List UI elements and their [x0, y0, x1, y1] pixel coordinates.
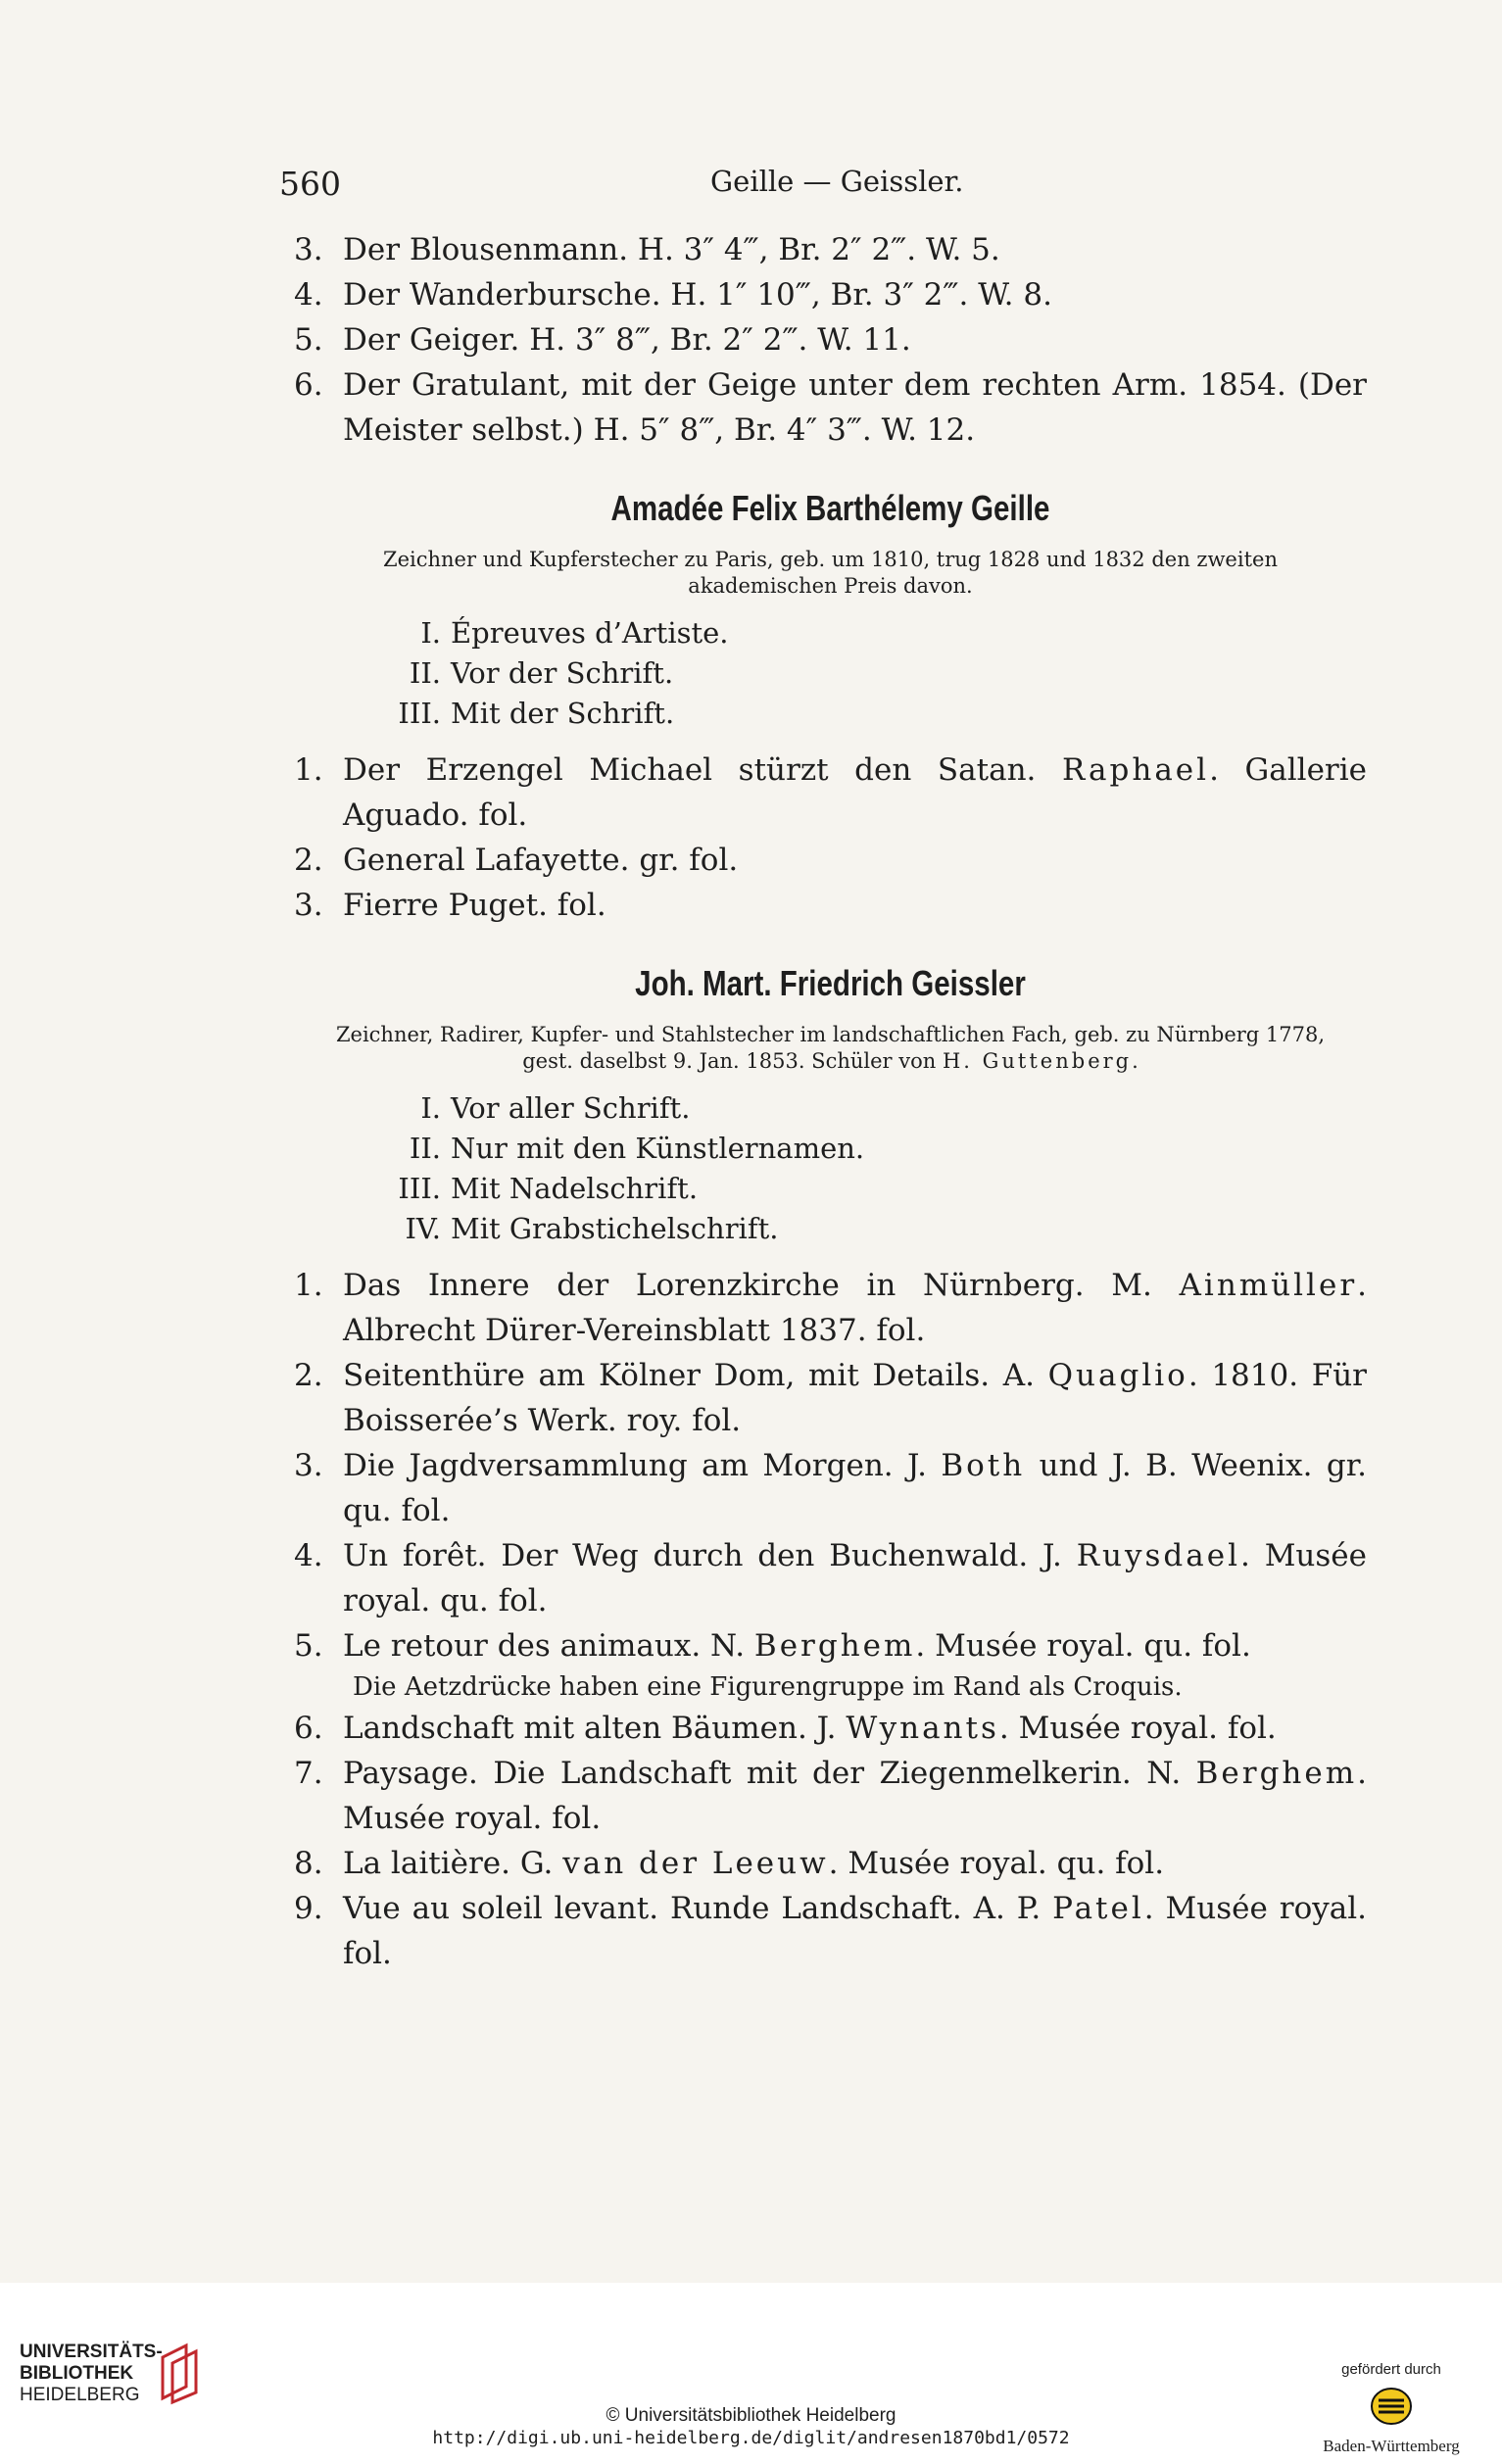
catalog-entry: 6. Der Gratulant, mit der Geige unter dem rechten Arm. 1854. (Der Meister selbst.) H. 5″ 8‴, Br. 4″ 3‴. W. 12. — [294, 367, 1367, 448]
header-title: Geille — Geissler. — [710, 165, 964, 198]
catalog-entry: 3. Die Jagdversammlung am Morgen. J. Both und J. B. Weenix. gr. qu. fol. — [294, 1448, 1367, 1528]
catalog-entry: 8. La laitière. G. van der Leeuw. Musée royal. qu. fol. — [294, 1846, 1165, 1881]
permalink-url[interactable]: http://digi.ub.uni-heidelberg.de/diglit/andresen1870bd1/0572 — [432, 2428, 1070, 2448]
library-logo-icon — [157, 2340, 204, 2408]
entry-note: Die Aetzdrücke haben eine Figurengruppe im Rand als Croquis. — [353, 1672, 1183, 1702]
page-number: 560 — [279, 165, 341, 203]
coat-of-arms-icon — [1369, 2386, 1414, 2427]
state-item: III. Mit der Schrift. — [398, 697, 675, 730]
artist-bio-geille: Zeichner und Kupferstecher zu Paris, geb. um 1810, trug 1828 und 1832 den zweiten akademischen Preis davon. — [383, 548, 1278, 598]
artist-bio-geissler: Zeichner, Radirer, Kupfer- und Stahlstecher im landschaftlichen Fach, geb. zu Nürnberg 1778, gest. daselbst 9. Jan. 1853. Schüler von H. Guttenberg. — [335, 1023, 1326, 1073]
catalog-entry: 4. Der Wanderbursche. H. 1″ 10‴, Br. 3″ 2‴. W. 8. — [294, 277, 1052, 313]
catalog-entry: 2. Seitenthüre am Kölner Dom, mit Details. A. Quaglio. 1810. Für Boisserée’s Werk. roy. fol. — [294, 1358, 1367, 1438]
catalog-entry: 5. Der Geiger. H. 3″ 8‴, Br. 2″ 2‴. W. 11. — [294, 322, 911, 358]
catalog-entry: 2. General Lafayette. gr. fol. — [294, 843, 739, 878]
running-header — [279, 165, 1372, 204]
catalog-entry: 7. Paysage. Die Landschaft mit der Ziegenmelkerin. N. Berghem. Musée royal. fol. — [294, 1756, 1367, 1836]
catalog-entry: 3. Fierre Puget. fol. — [294, 888, 606, 923]
catalog-entry: 1. Der Erzengel Michael stürzt den Satan. Raphael. Gallerie Aguado. fol. — [294, 752, 1367, 833]
catalog-entry: 1. Das Innere der Lorenzkirche in Nürnberg. M. Ainmüller. Albrecht Dürer-Vereinsblatt 1837. fol. — [294, 1268, 1367, 1348]
state-item: IV. Mit Grabstichelschrift. — [405, 1212, 779, 1245]
page-content — [294, 227, 1367, 1976]
works-list-geille — [294, 748, 1367, 928]
library-logo-text[interactable]: UNIVERSITÄTS- BIBLIOTHEK HEIDELBERG — [20, 2342, 163, 2405]
sponsor-block: gefördert durch Baden-Württemberg — [1323, 2361, 1460, 2455]
artist-heading-geissler: Joh. Mart. Friedrich Geissler — [635, 963, 1026, 1003]
copyright-notice: © Universitätsbibliothek Heidelberg — [606, 2405, 896, 2426]
state-item: II. Vor der Schrift. — [409, 656, 674, 690]
states-list-geissler — [294, 1088, 1367, 1249]
artist-heading-geille: Amadée Felix Barthélemy Geille — [610, 488, 1050, 528]
states-list-geille — [294, 613, 1367, 734]
top-entries — [294, 227, 1367, 453]
state-item: II. Nur mit den Künstlernamen. — [409, 1132, 865, 1165]
state-item: III. Mit Nadelschrift. — [398, 1172, 699, 1205]
works-list-geissler — [294, 1263, 1367, 1976]
catalog-entry: 9. Vue au soleil levant. Runde Landschaft. A. P. Patel. Musée royal. fol. — [294, 1891, 1367, 1971]
state-item: I. Épreuves d’Artiste. — [420, 616, 729, 650]
catalog-entry: 5. Le retour des animaux. N. Berghem. Musée royal. qu. fol. — [294, 1628, 1251, 1664]
catalog-entry: 3. Der Blousenmann. H. 3″ 4‴, Br. 2″ 2‴. W. 5. — [294, 232, 1000, 267]
catalog-entry: 4. Un forêt. Der Weg durch den Buchenwald. J. Ruysdael. Musée royal. qu. fol. — [294, 1538, 1367, 1619]
state-item: I. Vor aller Schrift. — [420, 1091, 691, 1125]
catalog-entry: 6. Landschaft mit alten Bäumen. J. Wynants. Musée royal. fol. — [294, 1711, 1277, 1746]
